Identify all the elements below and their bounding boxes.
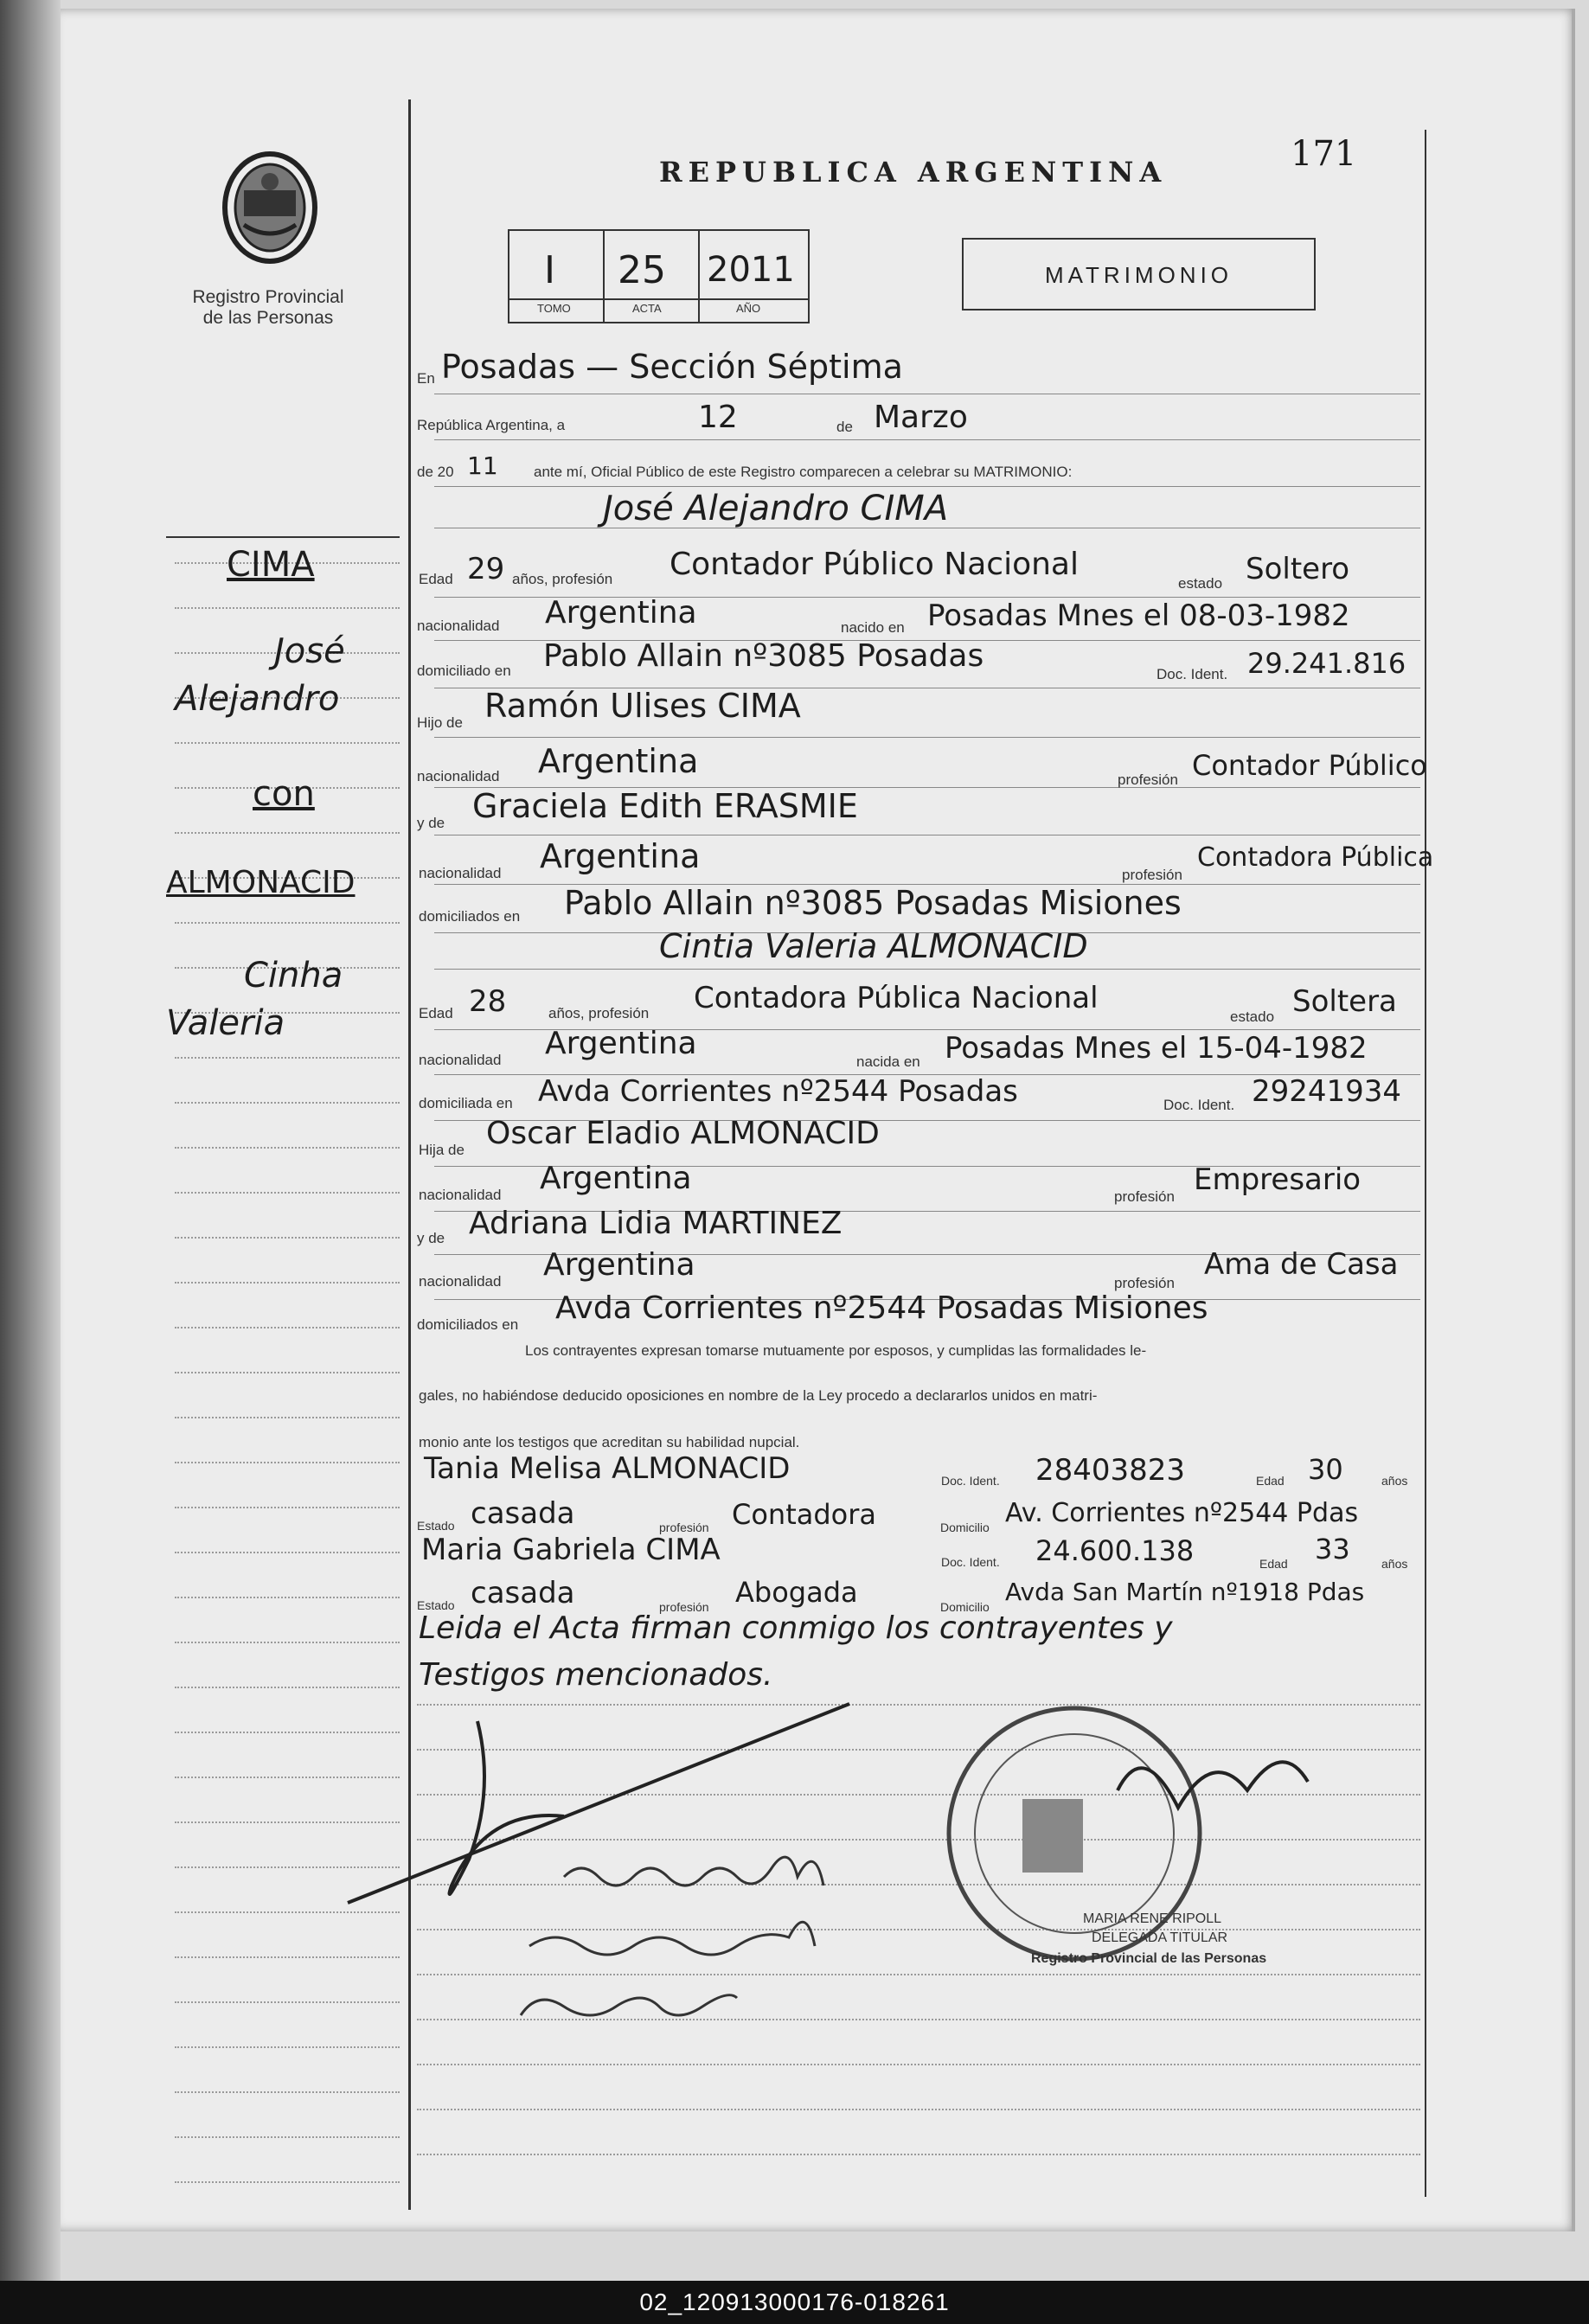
body-ruled-line [417,2154,1420,2155]
closing-line-1: Leida el Acta firman conmigo los contrayentes y [419,1610,1173,1646]
margin-ruled-line [175,1552,400,1553]
witness-2-doc: 24.600.138 [1035,1534,1195,1567]
groom-father-prof: Contador Público [1192,749,1427,782]
bride-father-nat-label: nacionalidad [419,1187,502,1203]
bride-dom-label: domiciliada en [419,1095,513,1111]
margin-ruled-line [175,2136,400,2138]
witness-1-name: Tania Melisa ALMONACID [424,1451,791,1486]
groom-parents-dom-label: domiciliados en [419,908,521,925]
bride-doc: 29241934 [1252,1074,1402,1109]
register-page [54,9,1575,2231]
bride-father-prof-label: profesión [1114,1188,1175,1205]
record-type: MATRIMONIO [1044,262,1233,288]
bride-doc-label: Doc. Ident. [1163,1097,1235,1113]
witness-2-name: Maria Gabriela CIMA [421,1533,721,1567]
bride-parents-address: Avda Corrientes nº2544 Posadas Misiones [555,1290,1208,1326]
margin-ruled-line [175,832,400,834]
file-id-bar [0,2281,1589,2324]
record-type-box [962,238,1316,311]
margin-ruled-line [175,1507,400,1508]
year-suffix: 11 [467,451,498,480]
bride-mother-nat-label: nacionalidad [419,1273,502,1290]
margin-ruled-line [175,1102,400,1104]
tomo-label: TOMO [537,302,571,315]
witness-2-address: Avda San Martín nº1918 Pdas [1005,1578,1365,1606]
witness-1-address: Av. Corrientes nº2544 Pdas [1005,1498,1359,1528]
groom-nationality: Argentina [545,595,697,631]
witness-2-estado: casada [471,1576,575,1610]
groom-doc-label: Doc. Ident. [1157,666,1228,682]
place: Posadas — Sección Séptima [441,348,903,386]
form-line [434,439,1420,440]
witness-1-doc-label: Doc. Ident. [941,1474,1000,1488]
bride-edad-label: Edad [419,1005,453,1021]
groom-address: Pablo Allain nº3085 Posadas [543,638,984,674]
right-border [1425,130,1426,2197]
officer-signature [1118,1762,1308,1808]
line3-prefix: de 20 [417,464,454,480]
groom-father-nat-label: nacionalidad [417,768,500,784]
witness-2-signature [521,1995,737,2015]
statement-line-3: monio ante los testigos que acreditan su habilidad nupcial. [419,1434,800,1450]
book-binding [0,0,61,2283]
bride-mother: Adriana Lidia MARTINEZ [469,1206,843,1241]
witness-1-age: 30 [1308,1453,1343,1486]
margin-given-2b: Valeria [166,1003,285,1043]
groom-mother-prof-label: profesión [1122,867,1182,883]
bride-mother-prof: Ama de Casa [1204,1247,1399,1282]
bride-estado: Soltera [1292,984,1397,1019]
groom-mother-nat: Argentina [540,837,701,875]
groom-birth: Posadas Mnes el 08-03-1982 [927,599,1350,633]
stamp-officer-3: Registro Provincial de las Personas [1031,1951,1267,1966]
margin-top-rule [166,536,400,538]
witness-1-edad-label: Edad [1256,1474,1285,1488]
margin-ruled-line [175,922,400,924]
margin-ruled-line [175,742,400,744]
margin-given-1a: José [274,631,345,671]
witness-2-estado-label: Estado [417,1598,455,1612]
witness-1-signature [529,1922,815,1955]
day: 12 [698,400,738,435]
body-ruled-line [417,2064,1420,2065]
registry-line-1: Registro Provincial [192,287,344,307]
groom-father-nat: Argentina [538,742,699,780]
margin-ruled-line [175,1462,400,1463]
bride-mother-prof-label: profesión [1114,1275,1175,1291]
acta-label: ACTA [632,302,662,315]
bride-hija-label: Hija de [419,1142,465,1158]
witness-2-doc-label: Doc. Ident. [941,1555,1000,1569]
seal-icon [218,147,322,268]
body-ruled-line [417,2109,1420,2110]
bride-prof-label: años, profesión [548,1005,650,1021]
groom-father-prof-label: profesión [1118,771,1178,788]
witness-1-doc: 28403823 [1035,1453,1186,1488]
groom-parents-address: Pablo Allain nº3085 Posadas Misiones [564,884,1182,922]
registry-name [164,287,372,329]
country-title: REPUBLICA ARGENTINA [659,156,1168,189]
margin-ruled-line [175,1327,400,1328]
bride-father-prof: Empresario [1194,1162,1362,1197]
groom-father: Ramón Ulises CIMA [484,687,801,725]
en-label: En [417,370,435,387]
groom-edad-label: Edad [419,571,453,587]
witness-2-anos-label: años [1381,1557,1408,1571]
bride-profession: Contadora Pública Nacional [694,981,1099,1015]
ano-label: AÑO [736,302,761,315]
bride-nac-label: nacionalidad [419,1052,502,1068]
margin-con: con [253,774,315,814]
acta-value: 25 [618,248,666,292]
witness-2-dom-label: Domicilio [940,1600,990,1614]
groom-yde-label: y de [417,815,445,831]
line3-text: ante mí, Oficial Público de este Registro comparecen a celebrar su MATRIMONIO: [534,464,1073,480]
bride-age: 28 [469,984,507,1019]
bride-yde-label: y de [417,1230,445,1246]
bride-nacida-label: nacida en [856,1053,920,1070]
margin-ruled-line [175,1372,400,1373]
witness-2-profession: Abogada [735,1576,858,1609]
margin-ruled-line [175,1192,400,1194]
rep-label: República Argentina, a [417,417,566,433]
ano-value: 2011 [707,250,795,290]
statement-line-2: gales, no habiéndose deducido oposiciones en nombre de la Ley procedo a declararlos unidos en matri- [419,1387,1098,1404]
record-number-box [508,229,810,323]
bride-birth: Posadas Mnes el 15-04-1982 [945,1031,1368,1066]
witness-2-edad-label: Edad [1259,1557,1288,1571]
signatures [313,1687,1420,2050]
margin-ruled-line [175,1282,400,1284]
witness-2-prof-label: profesión [659,1600,709,1614]
form-line [434,737,1420,738]
groom-name: José Alejandro CIMA [603,489,949,528]
bride-nationality: Argentina [545,1026,697,1061]
groom-mother-nat-label: nacionalidad [419,865,502,881]
groom-dom-label: domiciliado en [417,663,511,679]
statement-line-1: Los contrayentes expresan tomarse mutuamente por esposos, y cumplidas las formalidades le- [525,1342,1147,1359]
groom-prof-label: años, profesión [512,571,613,587]
margin-ruled-line [175,2181,400,2183]
margin-given-1b: Alejandro [175,679,340,719]
margin-ruled-line [175,1147,400,1149]
groom-estado: Soltero [1246,552,1350,586]
groom-profession: Contador Público Nacional [670,547,1079,582]
province-seal [218,147,322,268]
file-id: 02_120913000176-018261 [639,2289,950,2315]
form-line [434,969,1420,970]
margin-given-2a: Cinha [244,956,343,996]
witness-1-profession: Contadora [732,1498,877,1531]
witness-1-estado-label: Estado [417,1519,455,1533]
witness-2-age: 33 [1315,1533,1350,1565]
margin-ruled-line [175,1597,400,1598]
margin-ruled-line [175,607,400,609]
witness-1-dom-label: Domicilio [940,1521,990,1534]
groom-doc: 29.241.816 [1247,647,1406,680]
groom-mother: Graciela Edith ERASMIE [472,787,858,825]
de-label: de [836,419,853,435]
bride-mother-nat: Argentina [543,1247,695,1283]
tomo-value: I [544,248,555,292]
margin-ruled-line [175,2091,400,2093]
witness-1-anos-label: años [1381,1474,1408,1488]
groom-hijo-label: Hijo de [417,714,463,731]
margin-ruled-line [175,1237,400,1239]
bride-address: Avda Corrientes nº2544 Posadas [538,1074,1018,1109]
groom-nacido-label: nacido en [841,619,905,636]
margin-surname-1: CIMA [227,545,315,585]
closing-line-2: Testigos mencionados. [419,1657,773,1693]
stamp-officer-1: MARIA RENE RIPOLL [1083,1911,1222,1926]
form-line [434,486,1420,487]
groom-mother-prof: Contadora Pública [1197,842,1434,873]
bride-signature [564,1857,823,1885]
bride-name: Cintia Valeria ALMONACID [659,927,1088,965]
witness-1-prof-label: profesión [659,1521,709,1534]
groom-estado-label: estado [1178,575,1223,592]
bride-father-nat: Argentina [540,1161,692,1196]
bride-estado-label: estado [1230,1008,1275,1025]
stamp-emblem [1022,1799,1083,1873]
official-slash-line [348,1704,849,1903]
bride-father: Oscar Eladio ALMONACID [486,1116,880,1151]
month: Marzo [874,400,968,435]
witness-1-estado: casada [471,1496,575,1531]
bride-parents-dom-label: domiciliados en [417,1316,519,1333]
stamp-officer-2: DELEGADA TITULAR [1092,1930,1228,1945]
margin-surname-2: ALMONACID [166,865,356,900]
registry-line-2: de las Personas [202,308,334,328]
groom-signature [450,1721,565,1894]
groom-age: 29 [467,552,505,586]
margin-ruled-line [175,1057,400,1059]
page-number: 171 [1291,134,1357,174]
margin-ruled-line [175,1417,400,1418]
groom-nac-label: nacionalidad [417,618,500,634]
margin-ruled-line [175,1642,400,1643]
